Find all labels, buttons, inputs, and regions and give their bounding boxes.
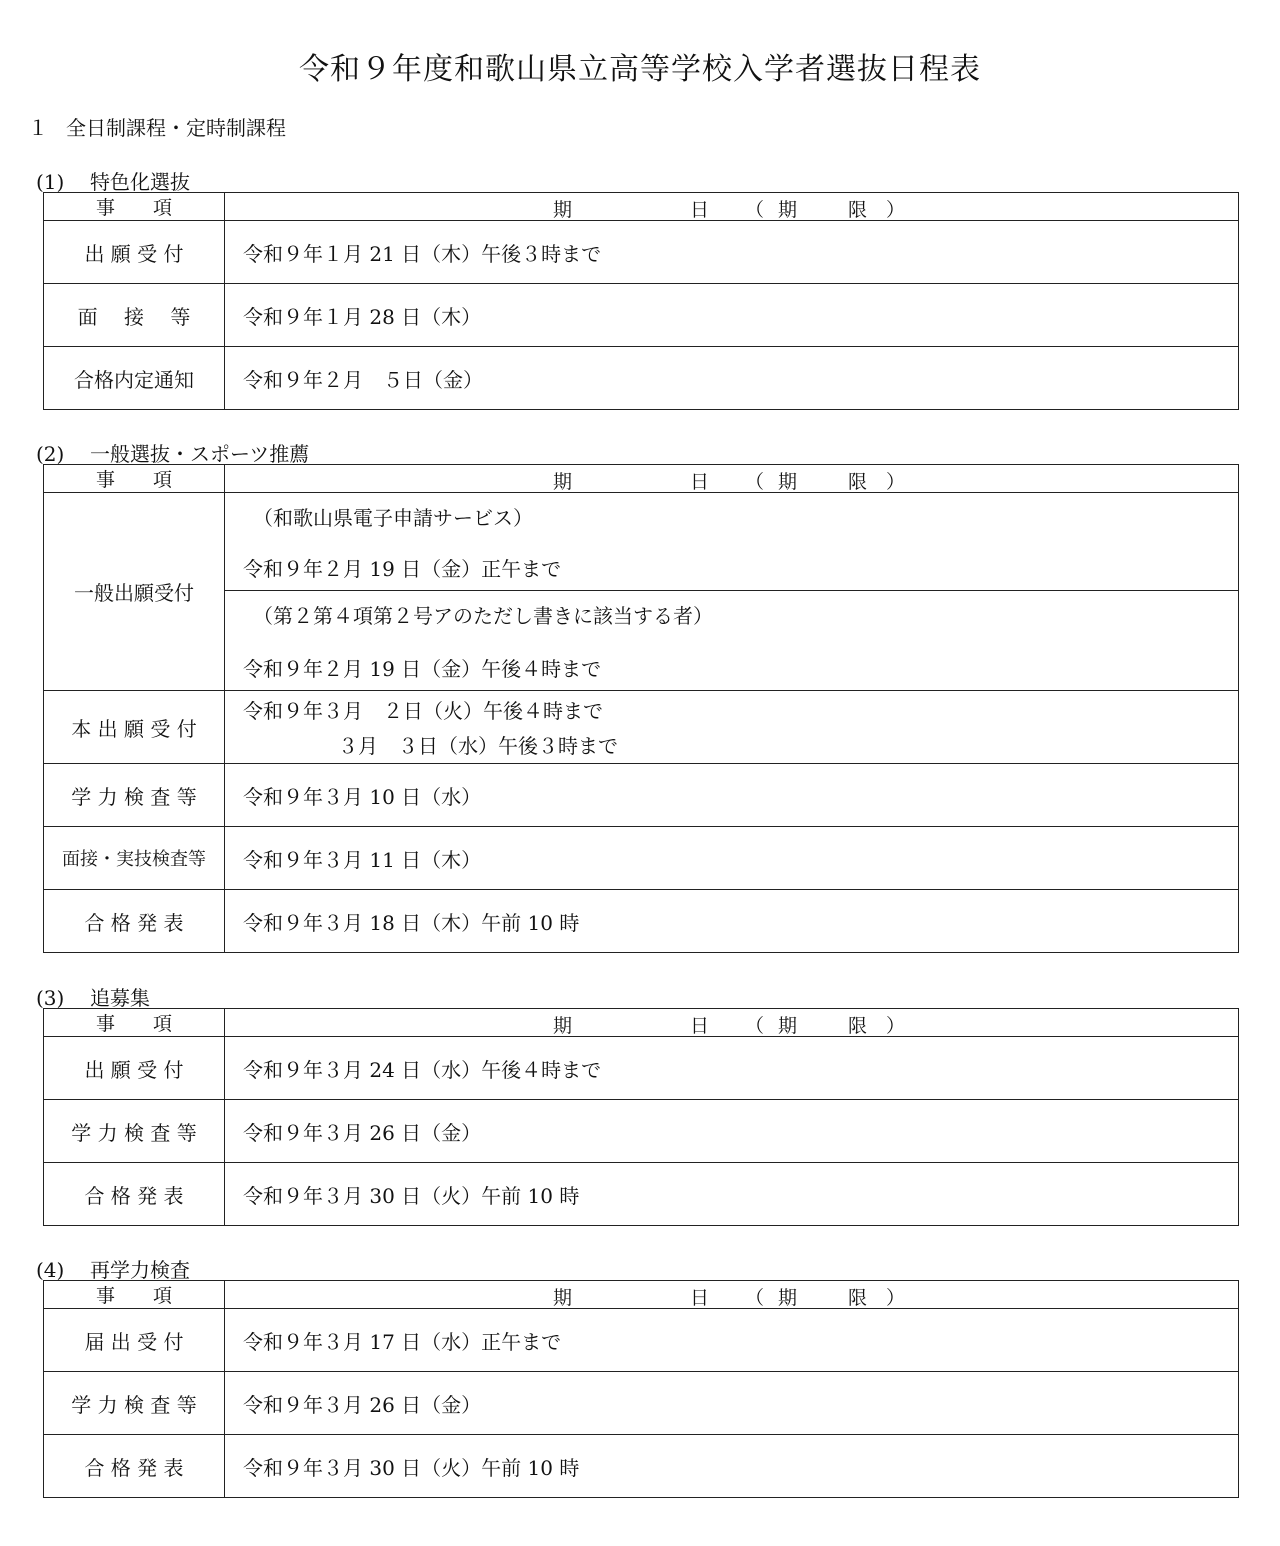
row-label: 一般出願受付	[44, 493, 225, 691]
table-row	[44, 1163, 1239, 1226]
table-row	[44, 691, 1239, 764]
chapter-number: １	[28, 116, 48, 140]
header-item: 事 項	[44, 1281, 225, 1309]
section-label: 追募集	[90, 986, 150, 1010]
table-header	[44, 1009, 1239, 1037]
row-value: 令和９年３月 30 日（火）午前 10 時	[225, 1435, 1239, 1498]
section-heading	[36, 438, 309, 467]
row-value: 令和９年３月 10 日（水）	[225, 764, 1239, 827]
table-row	[44, 827, 1239, 890]
row-value: 令和９年１月 21 日（木）午後３時まで	[225, 221, 1239, 284]
schedule-table	[43, 1008, 1239, 1226]
section-label: 再学力検査	[90, 1258, 190, 1282]
row-value: 令和９年３月 17 日（水）正午まで	[225, 1309, 1239, 1372]
row-label: 学 力 検 査 等	[44, 1100, 225, 1163]
schedule-table	[43, 1280, 1239, 1498]
row-value: 令和９年２月 ５日（金）	[225, 347, 1239, 410]
header-item: 事 項	[44, 465, 225, 493]
row-label: 面接・実技検査等	[44, 827, 225, 890]
row-label: 出 願 受 付	[44, 1037, 225, 1100]
row-note: （和歌山県電子申請サービス）	[253, 505, 533, 530]
chapter-label: 全日制課程・定時制課程	[66, 116, 286, 140]
row-label: 合 格 発 表	[44, 1163, 225, 1226]
section-heading	[36, 166, 190, 195]
table-row	[44, 221, 1239, 284]
row-value: 令和９年３月 11 日（木）	[225, 827, 1239, 890]
row-label: 面 接 等	[44, 284, 225, 347]
row-label: 出 願 受 付	[44, 221, 225, 284]
row-value-text: 令和９年２月 19 日（金）正午まで	[243, 556, 562, 581]
header-date: 期 日 （ 期 限 ）	[225, 465, 1239, 493]
row-value: 令和９年１月 28 日（木）	[225, 284, 1239, 347]
section-number: (1)	[36, 170, 65, 194]
table-row	[44, 1100, 1239, 1163]
table-row	[44, 890, 1239, 953]
row-note: （第２第４項第２号アのただし書きに該当する者）	[253, 603, 713, 628]
section-label: 特色化選抜	[90, 170, 190, 194]
page-title: 令和９年度和歌山県立高等学校入学者選抜日程表	[299, 52, 981, 87]
table-row	[44, 1435, 1239, 1498]
row-label: 学 力 検 査 等	[44, 764, 225, 827]
row-value-text: 令和９年２月 19 日（金）午後４時まで	[243, 656, 602, 681]
section-number: (4)	[36, 1258, 65, 1282]
schedule-table	[43, 464, 1239, 953]
row-label: 本 出 願 受 付	[44, 691, 225, 764]
header-item: 事 項	[44, 1009, 225, 1037]
row-value-line2: ３月 ３日（水）午後３時まで	[338, 734, 618, 758]
row-label: 合格内定通知	[44, 347, 225, 410]
row-value: 令和９年３月 26 日（金）	[225, 1100, 1239, 1163]
row-label: 届 出 受 付	[44, 1309, 225, 1372]
table-row	[44, 493, 1239, 591]
header-item: 事 項	[44, 193, 225, 221]
table-row	[44, 764, 1239, 827]
schedule-table	[43, 192, 1239, 410]
row-value: 令和９年３月 18 日（木）午前 10 時	[225, 890, 1239, 953]
table-row	[44, 347, 1239, 410]
row-value: 令和９年３月 30 日（火）午前 10 時	[225, 1163, 1239, 1226]
row-value	[225, 591, 1239, 691]
table-header	[44, 193, 1239, 221]
table-row	[44, 1037, 1239, 1100]
table-header	[44, 1281, 1239, 1309]
table-row	[44, 284, 1239, 347]
row-label: 合 格 発 表	[44, 1435, 225, 1498]
row-value	[225, 691, 1239, 764]
row-value-line1: 令和９年３月 ２日（火）午後４時まで	[243, 699, 603, 723]
row-value	[225, 493, 1239, 591]
row-value: 令和９年３月 26 日（金）	[225, 1372, 1239, 1435]
table-row	[44, 1309, 1239, 1372]
section-heading	[36, 1254, 190, 1283]
table-header	[44, 465, 1239, 493]
section-label: 一般選抜・スポーツ推薦	[90, 442, 310, 466]
table-row	[44, 1372, 1239, 1435]
header-date: 期 日 （ 期 限 ）	[225, 1281, 1239, 1309]
chapter-heading	[28, 112, 286, 141]
section-heading	[36, 982, 150, 1011]
section-number: (2)	[36, 442, 65, 466]
row-label: 学 力 検 査 等	[44, 1372, 225, 1435]
section-number: (3)	[36, 986, 65, 1010]
row-value: 令和９年３月 24 日（水）午後４時まで	[225, 1037, 1239, 1100]
row-label: 合 格 発 表	[44, 890, 225, 953]
header-date: 期 日 （ 期 限 ）	[225, 1009, 1239, 1037]
header-date: 期 日 （ 期 限 ）	[225, 193, 1239, 221]
